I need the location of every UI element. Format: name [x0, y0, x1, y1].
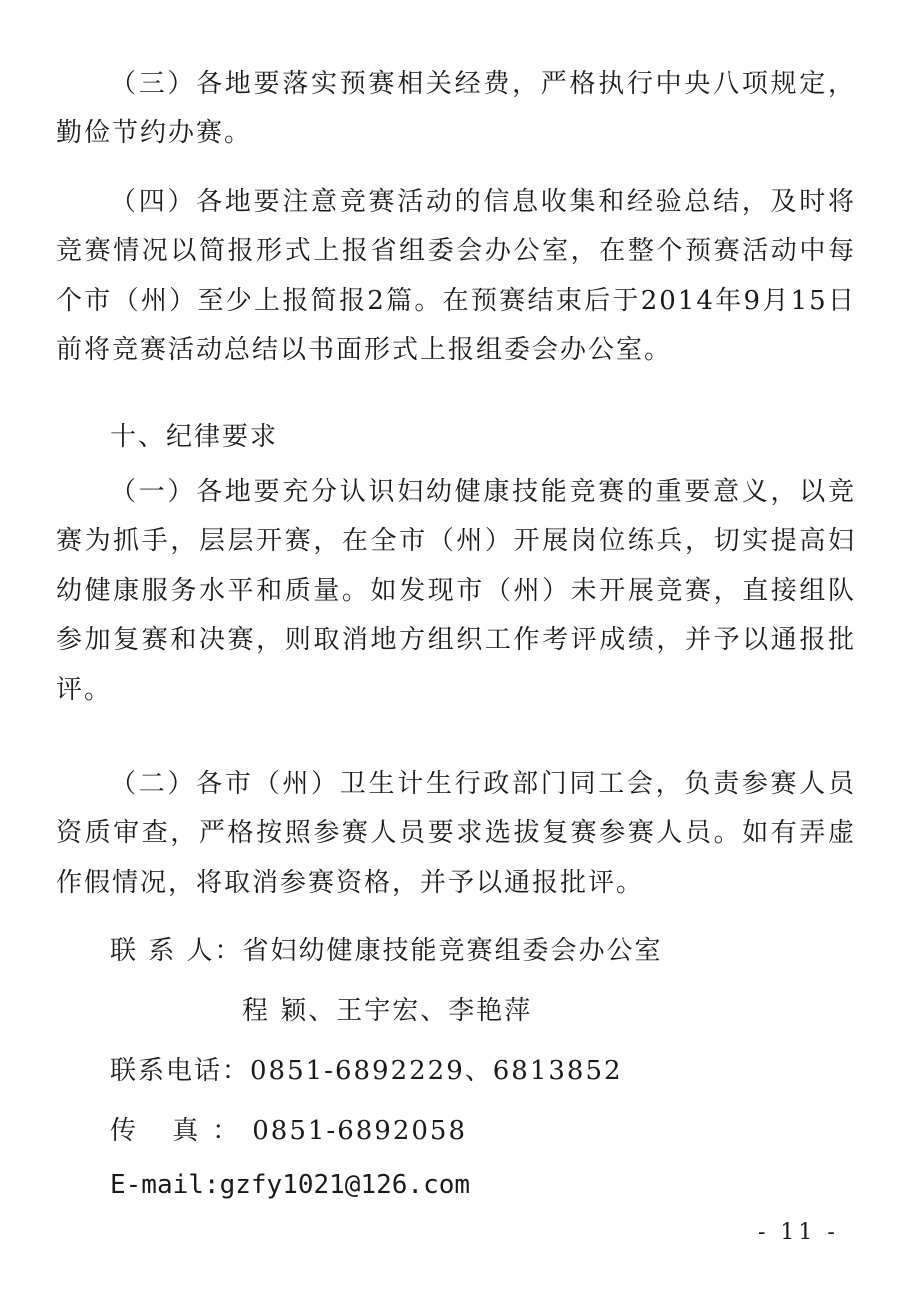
paragraph-discipline-1: （一）各地要充分认识妇幼健康技能竞赛的重要意义，以竞赛为抓手，层层开赛，在全市（州）开展岗位练兵，切实提高妇幼健康服务水平和质量。如发现市（州）未开展竞赛，直接组队参加复赛和决赛，则取消地方组织工作考评成绩，并予以通报批评。 — [56, 477, 856, 705]
contact-person-label: 联 系 人： — [110, 936, 243, 966]
page-number: - 11 - — [758, 1220, 839, 1245]
contact-email-label: E-mail: — [110, 1170, 220, 1200]
contact-names: 程 颖、王宇宏、李艳萍 — [242, 996, 533, 1026]
paragraph-reporting: （四）各地要注意竞赛活动的信息收集和经验总结，及时将竞赛情况以简报形式上报省组委会办公室，在整个预赛活动中每个市（州）至少上报简报2篇。在预赛结束后于2014年9月15日前将竞赛活动总结以书面形式上报组委会办公室。 — [56, 187, 856, 366]
contact-email — [110, 1170, 470, 1200]
paragraph-discipline-2: （二）各市（州）卫生计生行政部门同工会，负责参赛人员资质审查，严格按照参赛人员要求选拔复赛参赛人员。如有弄虚作假情况，将取消参赛资格，并予以通报批评。 — [56, 769, 856, 898]
contact-person — [110, 930, 663, 967]
section-heading-discipline: 十、纪律要求 — [110, 422, 279, 452]
contact-fax-value: 0851-6892058 — [252, 1116, 468, 1146]
contact-phone-value: 0851-6892229、6813852 — [250, 1056, 623, 1086]
contact-phone — [110, 1050, 623, 1087]
contact-person-value: 省妇幼健康技能竞赛组委会办公室 — [242, 936, 663, 966]
contact-fax — [110, 1110, 467, 1147]
contact-phone-label: 联系电话： — [110, 1056, 251, 1086]
contact-fax-label: 传 真： — [110, 1116, 253, 1146]
paragraph-funding: （三）各地要落实预赛相关经费，严格执行中央八项规定，勤俭节约办赛。 — [56, 69, 856, 149]
contact-email-value: gzfy1021@126.com — [219, 1170, 471, 1200]
